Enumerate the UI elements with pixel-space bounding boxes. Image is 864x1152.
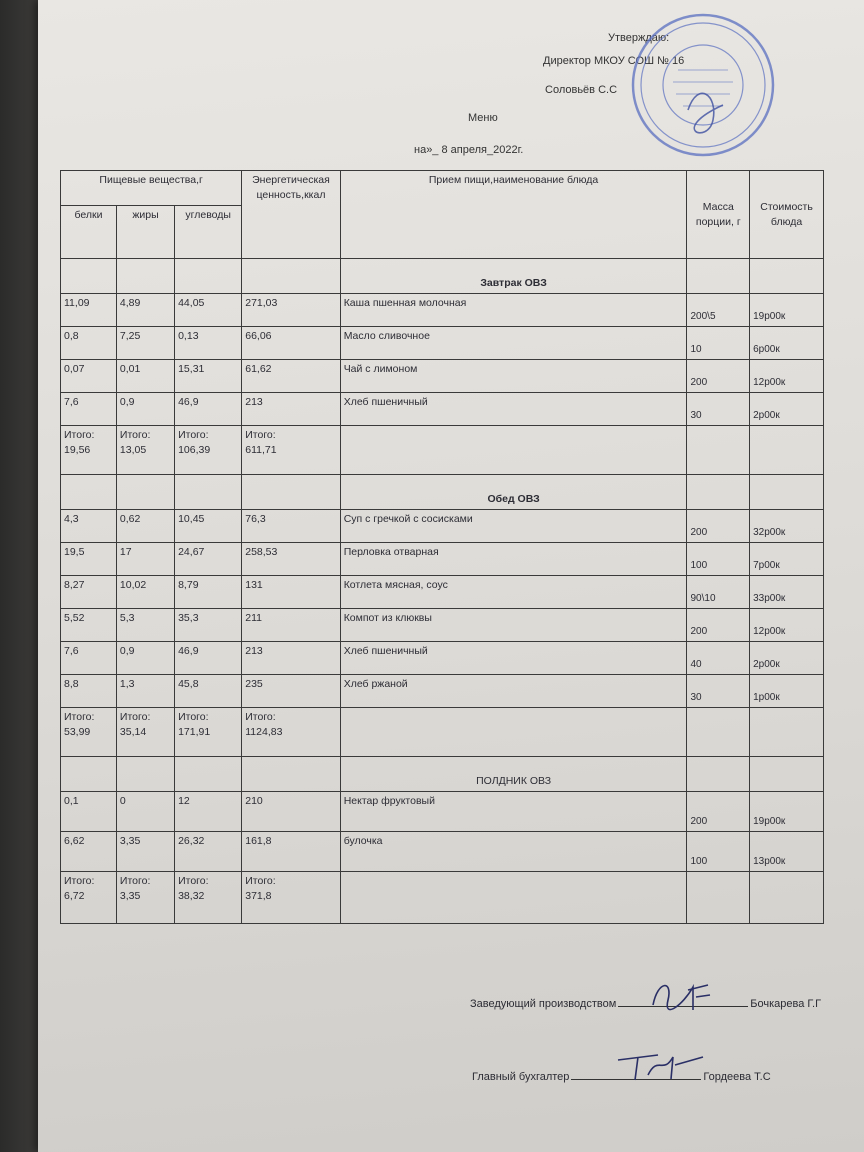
fats-cell: 4,89 (116, 294, 174, 327)
dish-name-cell: Каша пшенная молочная (340, 294, 687, 327)
section-title: Обед ОВЗ (340, 475, 687, 510)
fats-cell: 5,3 (116, 609, 174, 642)
table-row (61, 832, 824, 872)
total-proteins-cell: Итого: 6,72 (61, 872, 117, 924)
fats-cell: 0 (116, 792, 174, 832)
fats-cell: 7,25 (116, 327, 174, 360)
total-carbs-cell: Итого: 171,91 (175, 708, 242, 757)
energy-cell: 76,3 (242, 510, 340, 543)
energy-cell: 258,53 (242, 543, 340, 576)
total-fats-cell: Итого: 35,14 (116, 708, 174, 757)
dish-name-cell: Суп с гречкой с сосисками (340, 510, 687, 543)
table-row (61, 294, 824, 327)
proteins-cell: 7,6 (61, 393, 117, 426)
cost-cell: 19р00к (750, 792, 824, 832)
total-fats-cell: Итого: 3,35 (116, 872, 174, 924)
director-title: Директор МКОУ СОШ № 16 (543, 55, 685, 67)
carbs-cell: 46,9 (175, 393, 242, 426)
energy-cell: 61,62 (242, 360, 340, 393)
energy-cell: 210 (242, 792, 340, 832)
dish-name-cell: Хлеб пшеничный (340, 642, 687, 675)
section-row (61, 259, 824, 294)
table-row (61, 510, 824, 543)
section-title: Завтрак ОВЗ (340, 259, 687, 294)
total-carbs-cell: Итого: 106,39 (175, 426, 242, 475)
accountant-name: Гордеева Т.С (703, 1071, 771, 1083)
cost-cell: 6р00к (750, 327, 824, 360)
table-row (61, 576, 824, 609)
handwritten-signature-icon (648, 975, 728, 1015)
carbs-cell: 24,67 (175, 543, 242, 576)
fats-cell: 3,35 (116, 832, 174, 872)
cost-cell: 12р00к (750, 360, 824, 393)
dish-name-cell: Нектар фруктовый (340, 792, 687, 832)
table-row (61, 675, 824, 708)
proteins-cell: 5,52 (61, 609, 117, 642)
mass-cell: 90\10 (687, 576, 750, 609)
carbs-cell: 12 (175, 792, 242, 832)
mass-cell: 40 (687, 642, 750, 675)
proteins-cell: 11,09 (61, 294, 117, 327)
total-fats-cell: Итого: 13,05 (116, 426, 174, 475)
proteins-cell: 19,5 (61, 543, 117, 576)
table-header-row (61, 171, 824, 206)
table-row (61, 393, 824, 426)
mass-cell: 200 (687, 609, 750, 642)
dish-name-cell: Компот из клюквы (340, 609, 687, 642)
dish-name-cell: Котлета мясная, соус (340, 576, 687, 609)
proteins-header: белки (61, 206, 117, 259)
proteins-cell: 0,1 (61, 792, 117, 832)
proteins-cell: 8,27 (61, 576, 117, 609)
table-row (61, 543, 824, 576)
nutrients-header: Пищевые вещества,г (61, 171, 242, 206)
fats-cell: 1,3 (116, 675, 174, 708)
handwritten-signature-icon (613, 1045, 723, 1085)
energy-cell: 161,8 (242, 832, 340, 872)
proteins-cell: 4,3 (61, 510, 117, 543)
production-name: Бочкарева Г.Г (750, 998, 822, 1010)
document-title: Меню (468, 112, 498, 124)
energy-cell: 235 (242, 675, 340, 708)
cost-cell: 32р00к (750, 510, 824, 543)
total-row (61, 426, 824, 475)
carbs-cell: 45,8 (175, 675, 242, 708)
fats-cell: 0,9 (116, 642, 174, 675)
production-label: Заведующий производством (470, 998, 617, 1010)
fats-cell: 10,02 (116, 576, 174, 609)
meal-header: Прием пищи,наименование блюда (340, 171, 687, 259)
table-row (61, 327, 824, 360)
mass-cell: 10 (687, 327, 750, 360)
cost-cell: 33р00к (750, 576, 824, 609)
production-signature-line (470, 996, 821, 1010)
fats-cell: 17 (116, 543, 174, 576)
mass-cell: 100 (687, 832, 750, 872)
dish-name-cell: Хлеб ржаной (340, 675, 687, 708)
table-row (61, 360, 824, 393)
section-title: ПОЛДНИК ОВЗ (340, 757, 687, 792)
dish-name-cell: Масло сливочное (340, 327, 687, 360)
cost-cell: 19р00к (750, 294, 824, 327)
total-proteins-cell: Итого: 53,99 (61, 708, 117, 757)
proteins-cell: 0,8 (61, 327, 117, 360)
official-stamp-icon (628, 10, 778, 160)
carbs-header: углеводы (175, 206, 242, 259)
cost-cell: 1р00к (750, 675, 824, 708)
carbs-cell: 0,13 (175, 327, 242, 360)
mass-header: Масса порции, г (687, 171, 750, 259)
cost-cell: 12р00к (750, 609, 824, 642)
table-row (61, 642, 824, 675)
cost-header: Стоимость блюда (750, 171, 824, 259)
mass-cell: 200\5 (687, 294, 750, 327)
mass-cell: 100 (687, 543, 750, 576)
carbs-cell: 46,9 (175, 642, 242, 675)
proteins-cell: 6,62 (61, 832, 117, 872)
total-carbs-cell: Итого: 38,32 (175, 872, 242, 924)
menu-document (38, 0, 864, 1152)
dish-name-cell: Перловка отварная (340, 543, 687, 576)
fats-cell: 0,9 (116, 393, 174, 426)
energy-cell: 271,03 (242, 294, 340, 327)
table-row (61, 792, 824, 832)
accountant-label: Главный бухгалтер (472, 1071, 570, 1083)
dish-name-cell: Чай с лимоном (340, 360, 687, 393)
proteins-cell: 7,6 (61, 642, 117, 675)
mass-cell: 30 (687, 675, 750, 708)
fats-cell: 0,01 (116, 360, 174, 393)
total-row (61, 872, 824, 924)
carbs-cell: 26,32 (175, 832, 242, 872)
total-energy-cell: Итого: 611,71 (242, 426, 340, 475)
cost-cell: 7р00к (750, 543, 824, 576)
carbs-cell: 35,3 (175, 609, 242, 642)
fats-header: жиры (116, 206, 174, 259)
section-row (61, 475, 824, 510)
mass-cell: 200 (687, 360, 750, 393)
cost-cell: 2р00к (750, 642, 824, 675)
mass-cell: 200 (687, 510, 750, 543)
menu-date: на»_ 8 апреля_2022г. (414, 144, 524, 156)
carbs-cell: 10,45 (175, 510, 242, 543)
mass-cell: 30 (687, 393, 750, 426)
total-energy-cell: Итого: 371,8 (242, 872, 340, 924)
energy-cell: 213 (242, 642, 340, 675)
total-energy-cell: Итого: 1124,83 (242, 708, 340, 757)
dish-name-cell: Хлеб пшеничный (340, 393, 687, 426)
section-row (61, 757, 824, 792)
menu-table (60, 170, 824, 924)
approve-label: Утверждаю: (608, 32, 670, 44)
carbs-cell: 8,79 (175, 576, 242, 609)
table-row (61, 609, 824, 642)
cost-cell: 13р00к (750, 832, 824, 872)
energy-cell: 211 (242, 609, 340, 642)
total-row (61, 708, 824, 757)
proteins-cell: 8,8 (61, 675, 117, 708)
carbs-cell: 15,31 (175, 360, 242, 393)
dish-name-cell: булочка (340, 832, 687, 872)
fats-cell: 0,62 (116, 510, 174, 543)
director-name: Соловьёв С.С (545, 84, 618, 96)
carbs-cell: 44,05 (175, 294, 242, 327)
mass-cell: 200 (687, 792, 750, 832)
total-proteins-cell: Итого: 19,56 (61, 426, 117, 475)
energy-cell: 213 (242, 393, 340, 426)
energy-cell: 131 (242, 576, 340, 609)
energy-header: Энергетическая ценность,ккал (242, 171, 340, 259)
energy-cell: 66,06 (242, 327, 340, 360)
cost-cell: 2р00к (750, 393, 824, 426)
proteins-cell: 0,07 (61, 360, 117, 393)
